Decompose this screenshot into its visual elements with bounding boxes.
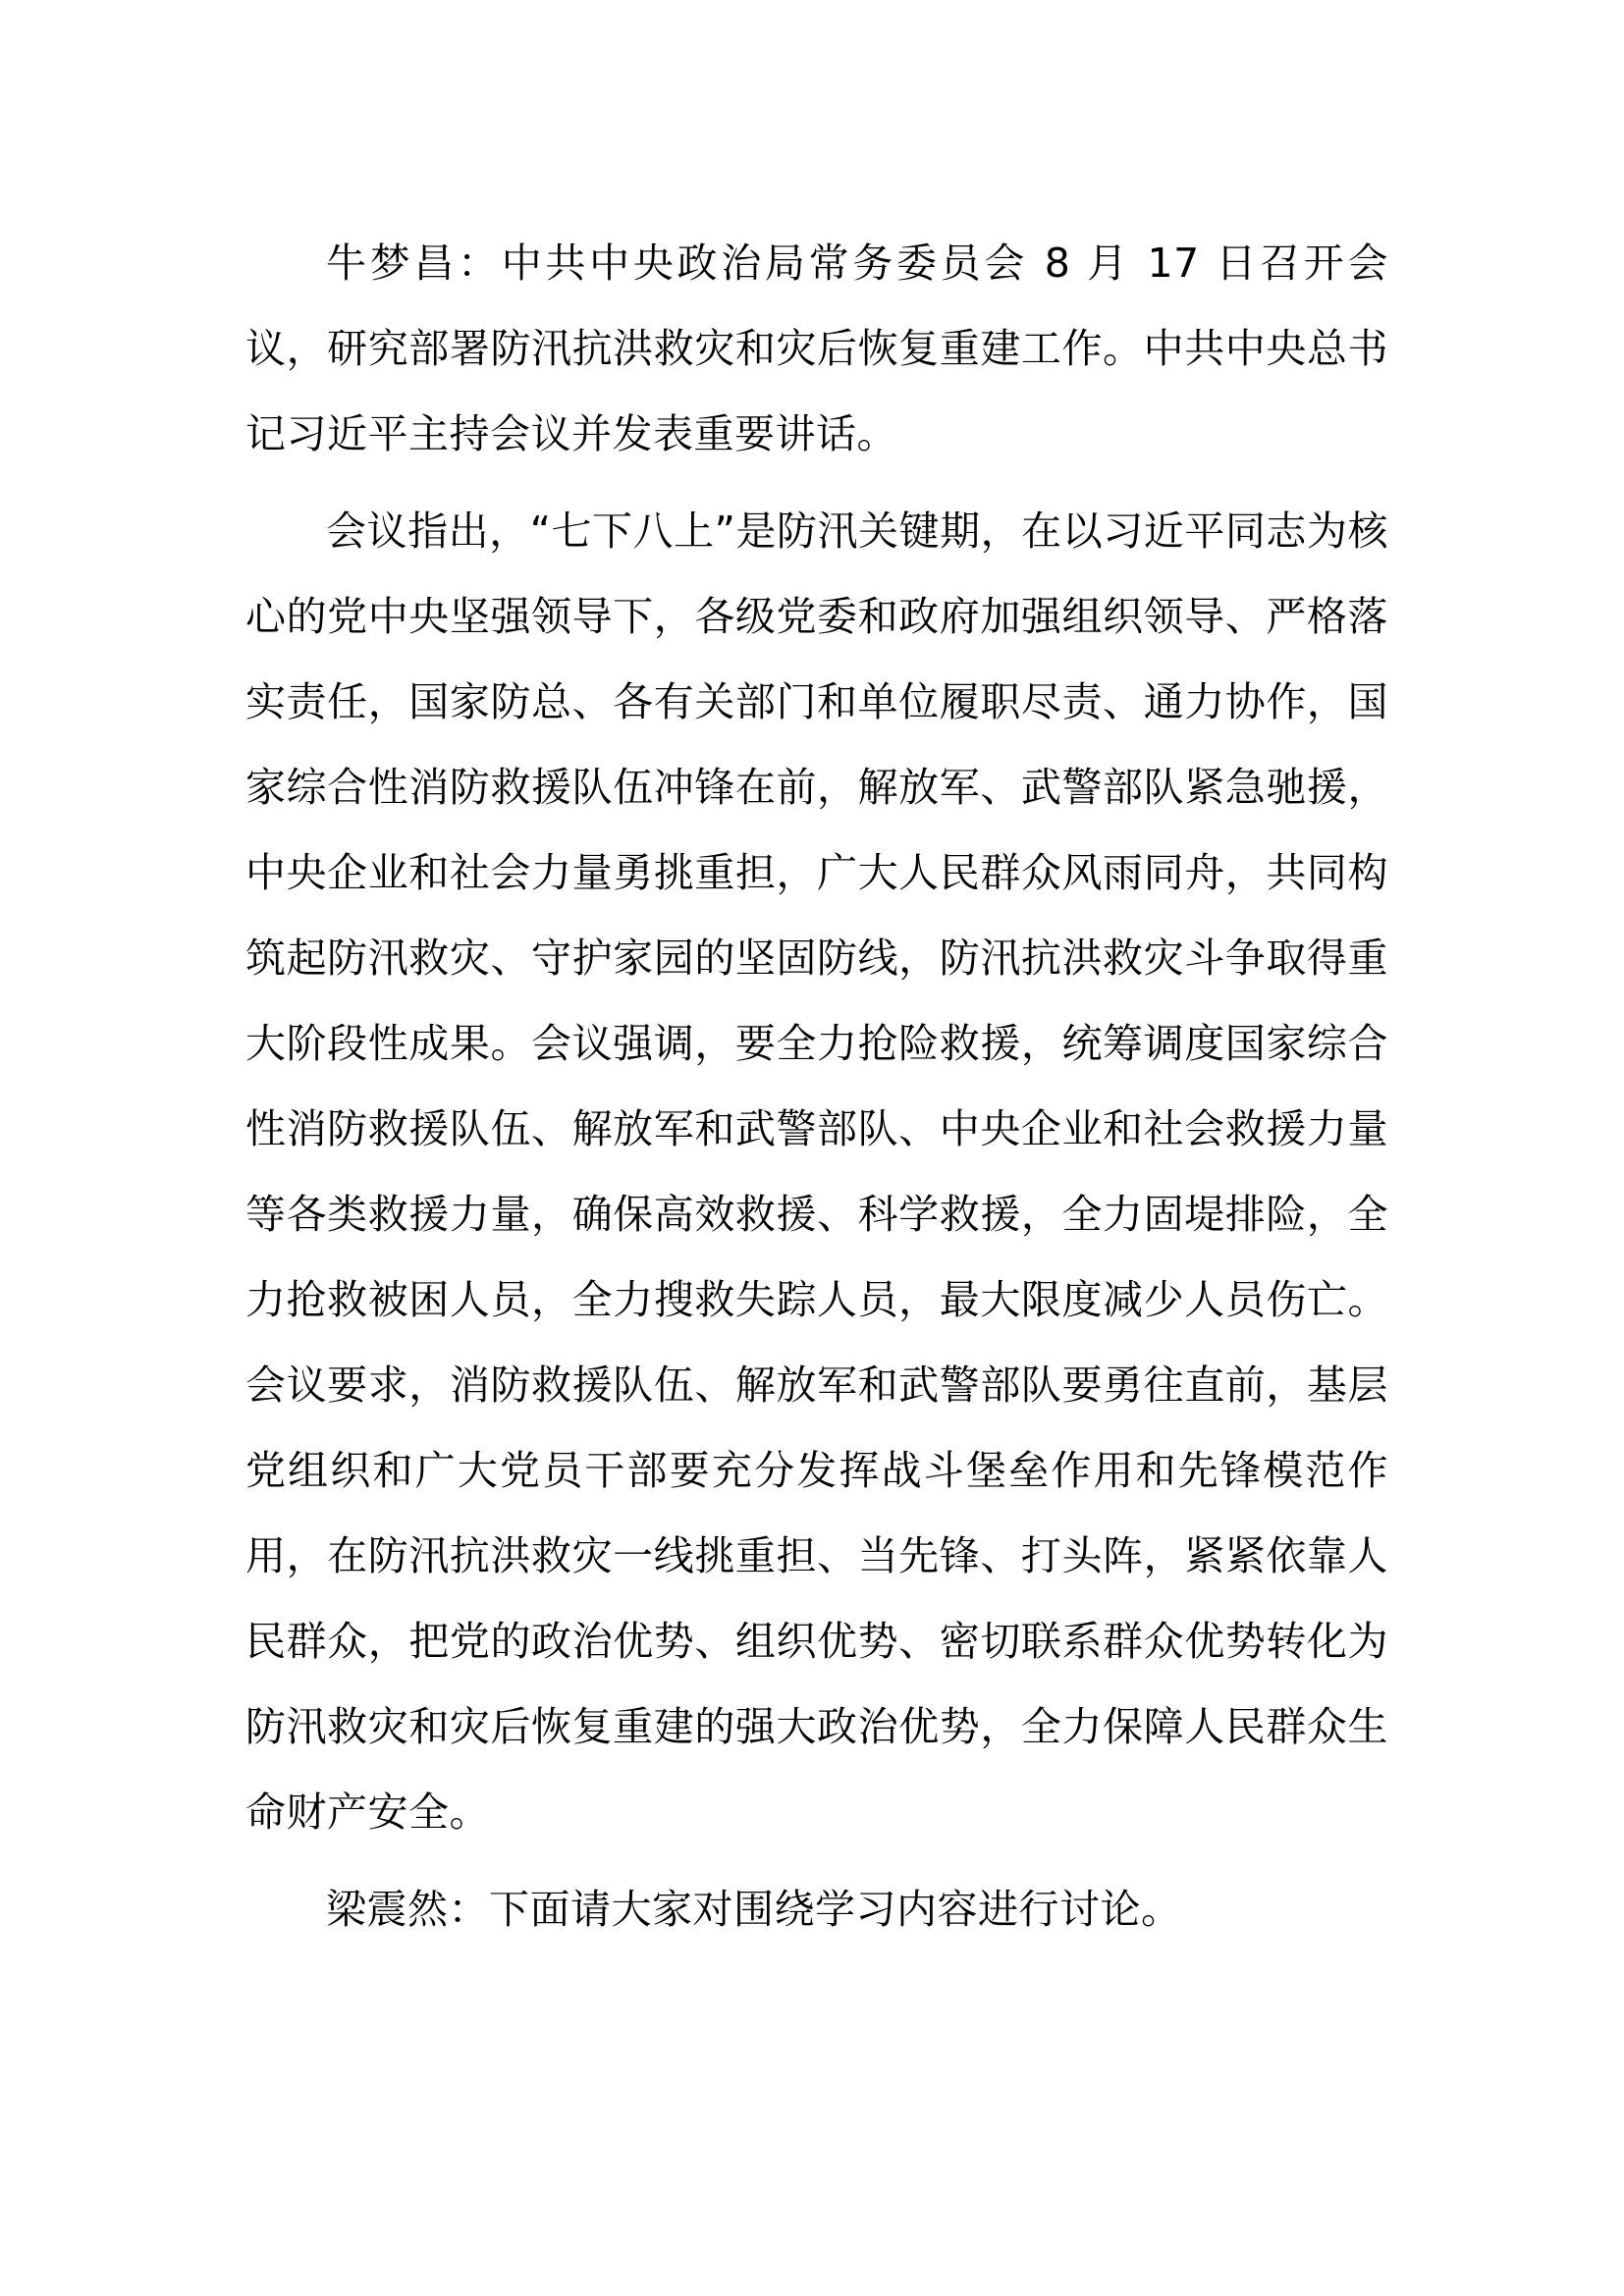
paragraph-meeting-summary: 会议指出，“七下八上”是防汛关键期，在以习近平同志为核心的党中央坚强领导下，各级党委和政府加强组织领导、严格落实责任，国家防总、各有关部门和单位履职尽责、通力协作，国家综合性消防救援队伍冲锋在前，解放军、武警部队紧急驰援，中央企业和社会力量勇挑重担，广大人民群众风雨同舟，共同构筑起防汛救灾、守护家园的坚固防线，防汛抗洪救灾斗争取得重大阶段性成果。会议强调，要全力抢险救援，统筹调度国家综合性消防救援队伍、解放军和武警部队、中央企业和社会救援力量等各类救援力量，确保高效救援、科学救援，全力固堤排险，全力抢救被困人员，全力搜救失踪人员，最大限度减少人员伤亡。会议要求，消防救援队伍、解放军和武警部队要勇往直前，基层党组织和广大党员干部要充分发挥战斗堡垒作用和先锋模范作用，在防汛抗洪救灾一线挑重担、当先锋、打头阵，紧紧依靠人民群众，把党的政治优势、组织优势、密切联系群众优势转化为防汛救灾和灾后恢复重建的强大政治优势，全力保障人民群众生命财产安全。 — [245, 507, 1388, 1836]
document-page — [245, 221, 1388, 1964]
paragraph-speaker-niu: 牛梦昌：中共中央政治局常务委员会 8 月 17 日召开会议，研究部署防汛抗洪救灾和灾后恢复重建工作。中共中央总书记习近平主持会议并发表重要讲话。 — [245, 240, 1388, 457]
paragraph-speaker-liang: 梁震然：下面请大家对围绕学习内容进行讨论。 — [326, 1886, 1182, 1933]
